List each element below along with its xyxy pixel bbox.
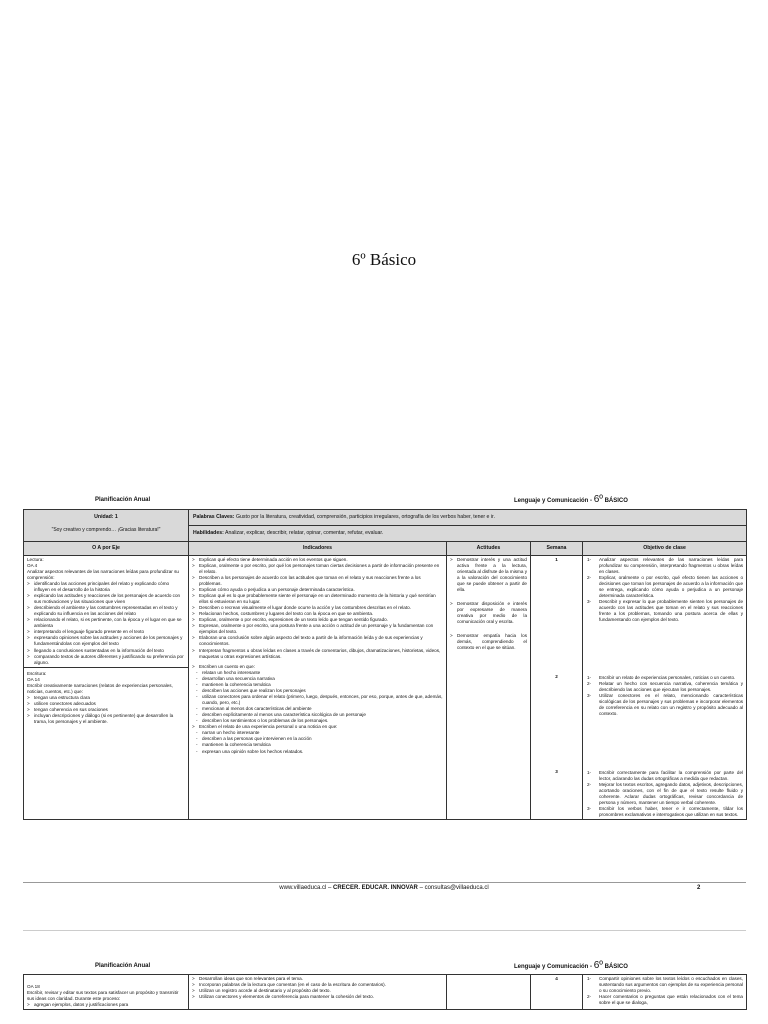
list-item: > agregan ejemplos, datos y justificaciones para bbox=[34, 1002, 185, 1008]
list-item: 1- Compartir opiniones sobre los textos leídos o escuchados en clases, sustentando sus argumentos con ejemplos de su experiencia personal o su conocimiento previo. bbox=[587, 976, 743, 994]
weeks-cell bbox=[531, 555, 583, 820]
list-item: 2- Relatar un hecho con secuencia narrativa, coherencia temática y describiendo las acciones que ejecutan los personajes. bbox=[587, 680, 744, 692]
oa-list bbox=[27, 1002, 185, 1008]
list-item: > identificando las acciones principales del relato y explicando cómo influyen en el desarrollo de la historia bbox=[34, 581, 185, 593]
list-item: > Escriben el relato de una experiencia personal o una noticia en que: bbox=[199, 724, 443, 730]
list-item: 1- Escribir un relato de experiencias personales, noticias o un cuento. bbox=[587, 674, 736, 680]
list-item: > Interpretan fragmentos u obras leídas en clases a través de comentarios, dibujos, dramatizaciones, historietas, videos, maquetas u otras expresiones artísticas. bbox=[199, 648, 443, 660]
page-title: 6º Básico bbox=[351, 250, 417, 269]
indicators-list bbox=[192, 557, 443, 670]
list-item: 1- Analizar aspectos relevantes de las narraciones leídas para profundizar su comprensión, interpretando fragmentos u obras leídas en clases. bbox=[587, 556, 744, 574]
list-item: > Demostrar empatía hacia los demás, comprendiendo el contexto en el que se sitúan. bbox=[457, 633, 527, 651]
list-item: > Utilizan conectores y elementos de correferencia para mantener la cohesión del texto. bbox=[199, 994, 443, 1000]
list-item: > Explican, oralmente o por escrito, por qué los personajes toman ciertas decisiones a partir de información presente en el relato. bbox=[199, 563, 443, 575]
skills-cell bbox=[189, 525, 747, 541]
objectives-cell bbox=[583, 975, 747, 1010]
list-item: > Elaboran una conclusión sobre algún aspecto del texto a partir de la información leída y de sus experiencias y conocimientos. bbox=[199, 635, 443, 647]
list-item: - mantienen la coherencia temática bbox=[202, 742, 443, 748]
list-item: 2- Mejorar los textos escritos, agregando datos, adjetivos, descripciones, acortando oraciones, con el fin de que el texto resulte fluido y coherente. Aclarar dudas ortográficas, revisar concordancia de persona y número, mantener un tiempo verbal coherente. bbox=[587, 781, 744, 805]
list-item: > Incorporan palabras de la lectura que comentan (en el caso de la escritura de comentarios). bbox=[199, 982, 443, 988]
oa-cell bbox=[24, 555, 189, 820]
list-item: 2- Explicar, oralmente o por escrito, qué efecto tienen las acciones o decisiones que toman los personajes de acuerdo a la información que se entrega, explicando cómo ayuda o perjudica a un personaje determinada característica. bbox=[587, 574, 744, 598]
footer-email[interactable]: consultas@villaeduca.cl bbox=[424, 885, 489, 891]
grade-number: 6º bbox=[593, 494, 603, 505]
list-item: > Expresan, oralmente o por escrito, una postura frente a una acción o actitud de un personaje y la fundamentan con ejemplos del texto. bbox=[199, 623, 443, 635]
grade-number: 6º bbox=[593, 960, 603, 971]
week-objectives bbox=[583, 675, 746, 770]
list-item: > Utilizan un registro acorde al destinatario y al propósito del texto. bbox=[199, 988, 443, 994]
oa-reading-block bbox=[24, 556, 188, 668]
list-item: > comparando textos de autores diferentes y justificando su preferencia por alguno. bbox=[34, 654, 185, 666]
list-item: > tengan coherencia en sus oraciones bbox=[34, 707, 185, 713]
footer-text bbox=[0, 885, 768, 891]
attitudes-cell bbox=[447, 975, 531, 1010]
story-list bbox=[192, 670, 443, 725]
list-item: > Demostrar interés y una actitud activa frente a la lectura, orientada al disfrute de la misma y a la valoración del conocimiento que se puede obtener a partir de ella. bbox=[457, 557, 527, 593]
page-footer bbox=[0, 882, 768, 896]
oa-writing-intro: Escribir creativamente narraciones (relatos de experiencias personales, noticias, cuentos, etc.) que: bbox=[27, 682, 173, 694]
oa-writing-title: Escritura: bbox=[27, 670, 47, 676]
attitudes-cell bbox=[447, 555, 531, 820]
list-item: > expresando opiniones sobre las actitudes y acciones de los personajes y fundamentándolas con ejemplos del texto bbox=[34, 635, 185, 647]
list-item: > llegando a conclusiones sustentadas en la información del texto bbox=[34, 648, 185, 654]
list-item: > Demostrar disposición e interés por expresarse de manera creativa por medio de la comunicación oral y escrita. bbox=[457, 601, 527, 625]
keywords-text: Gusto por la literatura, creatividad, comprensión, participios irregulares, ortografía de los verbos haber, tener e ir. bbox=[235, 514, 495, 520]
list-item: > tengan una estructura clara bbox=[34, 695, 185, 701]
unit-cell bbox=[24, 510, 189, 542]
page-break-divider bbox=[23, 930, 746, 931]
list-item: > utilicen conectores adecuados bbox=[34, 701, 185, 707]
col-header-oa: O A por Eje bbox=[24, 541, 189, 555]
planning-table bbox=[23, 509, 747, 820]
indicators-cell bbox=[189, 555, 447, 820]
list-item: > Explican cómo ayuda o perjudica a un personaje determinada característica. bbox=[199, 587, 443, 593]
week-number: 2 bbox=[555, 673, 558, 679]
indicators-list bbox=[192, 976, 443, 1000]
oa-writing-code: OA 14 bbox=[27, 676, 40, 682]
objectives-list bbox=[586, 675, 743, 717]
col-header-indicators: Indicadores bbox=[189, 541, 447, 555]
footer-separator: – bbox=[419, 885, 423, 891]
footer-site[interactable]: www.villaeduca.cl bbox=[279, 885, 327, 891]
list-item: 3- Escribir los verbos haber, tener e ir correctamente, tildar los pronombres exclamativos e interrogativos que utilizan en sus textos. bbox=[587, 805, 744, 818]
list-item: 2- Hacer comentarios o preguntas que están relacionados con el tema sobre el que se dialoga, bbox=[587, 994, 743, 1006]
list-item: - mantienen la coherencia temática bbox=[202, 682, 443, 688]
list-item: > Describen o recrean visualmente el lugar donde ocurre la acción y las costumbres descritas en el relato. bbox=[199, 605, 443, 611]
unit-subtitle: "Soy creativo y comprendo… ¡Gracias literatura!" bbox=[51, 526, 161, 533]
page-number: 2 bbox=[697, 885, 701, 891]
week-objectives bbox=[583, 770, 746, 820]
col-header-objective: Objetivo de clase bbox=[583, 541, 747, 555]
week-number: 3 bbox=[555, 768, 558, 774]
list-item: > Explican qué es lo que probablemente siente el personaje en un determinado momento de la historia y qué sentirían ellos si estuvieran en su lugar. bbox=[199, 593, 443, 605]
list-item: > Explican, oralmente o por escrito, expresiones de un texto leído que tengan sentido figurado. bbox=[199, 617, 443, 623]
week-number: 1 bbox=[555, 556, 558, 562]
list-item: - describen las acciones que realizan los personajes bbox=[202, 688, 443, 694]
oa-reading-intro: Analizar aspectos relevantes de las narraciones leídas para profundizar su comprensión: bbox=[27, 568, 179, 580]
week-objectives bbox=[583, 556, 746, 675]
grade-level: BÁSICO bbox=[604, 498, 628, 504]
plan-header-left: Planificación Anual bbox=[95, 497, 151, 503]
keywords-cell bbox=[189, 510, 747, 526]
planning-table-continued bbox=[23, 974, 747, 1010]
col-header-attitudes: Actitudes bbox=[447, 541, 531, 555]
footer-divider bbox=[23, 882, 746, 883]
attitudes-list bbox=[450, 557, 527, 652]
list-item: 3- Describir y expresar lo que probablemente sienten los personajes de acuerdo con las actitudes que toman en el relato y sus reacciones frente a los problemas, tomando una postura acerca de ellas y fundamentando con ejemplos del texto. bbox=[587, 599, 744, 623]
list-item: > relacionando el relato, si es pertinente, con la época y el lugar en que se ambienta bbox=[34, 617, 185, 629]
oa-code: OA 18 bbox=[27, 984, 40, 989]
list-item: - utilizan conectores para ordenar el relato (primero, luego, después, entonces, por eso, porque, antes de que, además, cuando, pero, etc.) bbox=[202, 694, 443, 706]
footer-separator: – bbox=[327, 885, 332, 891]
col-header-week: Semana bbox=[531, 541, 583, 555]
list-item: > incluyan descripciones y diálogo (si es pertinente) que desarrollen la trama, los personajes y el ambiente. bbox=[34, 713, 185, 725]
list-item: > interpretando el lenguaje figurado presente en el texto bbox=[34, 629, 185, 635]
list-item: 1- Escribir correctamente para facilitar la comprensión por parte del lector, aclarando las dudas ortográficas a medida que redactan. bbox=[587, 769, 744, 781]
plan-header-right bbox=[514, 960, 628, 971]
indicators-cell bbox=[189, 975, 447, 1010]
plan-header-right bbox=[514, 494, 628, 505]
skills-text: Analizar, explicar, describir, relatar, opinar, comentar, refutar, evaluar. bbox=[225, 529, 384, 536]
skills-label: Habilidades: bbox=[193, 529, 224, 536]
oa-reading-title: Lectura: bbox=[27, 556, 44, 562]
list-item: > describiendo el ambiente y las costumbres representadas en el texto y explicando su influencia en las acciones del relato bbox=[34, 605, 185, 617]
list-item: > Desarrollan ideas que son relevantes para el tema. bbox=[199, 976, 443, 982]
list-item: - describen a las personas que intervienen en la acción bbox=[202, 736, 443, 742]
objectives-cell bbox=[583, 555, 747, 820]
keywords-label: Palabras Claves: bbox=[193, 514, 235, 520]
list-item: - relatan un hecho interesante bbox=[202, 670, 443, 676]
list-item: > Escriben un cuento en que: bbox=[199, 664, 443, 670]
plan-header-left: Planificación Anual bbox=[95, 963, 151, 969]
list-item: - describen los sentimientos o los problemas de los personajes. bbox=[202, 718, 443, 724]
list-item: - mencionan al menos dos características del ambiente bbox=[202, 706, 443, 712]
list-item: 3- Utilizar conectores en el relato, mencionando características sicológicas de los personajes y sus problemas e incorporar elementos de correferencia en su relato con un registro y propósito adecuado al contexto. bbox=[587, 692, 744, 716]
grade-level: BÁSICO bbox=[604, 964, 628, 970]
list-item: - expresan una opinión sobre los hechos relatados. bbox=[202, 749, 443, 755]
objectives-list bbox=[586, 770, 743, 819]
list-item: - desarrollan una secuencia narrativa bbox=[202, 676, 443, 682]
oa-cell bbox=[24, 975, 189, 1010]
list-item: > Explican qué efecto tiene determinada acción en los eventos que siguen. bbox=[199, 557, 443, 563]
oa-writing-block bbox=[24, 668, 188, 727]
subject-label: Lenguaje y Comunicación - bbox=[514, 498, 593, 504]
experience-list bbox=[192, 730, 443, 754]
objectives-list bbox=[586, 557, 743, 624]
list-item: - narran un hecho interesante bbox=[202, 730, 443, 736]
list-item: > Relacionan hechos, costumbres y lugares del texto con la época en que se ambienta. bbox=[199, 611, 443, 617]
unit-title: Unidad: 1 bbox=[94, 514, 118, 520]
oa-text: Escribir, revisar y editar sus textos para satisfacer un propósito y transmitir sus ideas con claridad. Durante este proceso: bbox=[27, 990, 179, 1002]
subject-label: Lenguaje y Comunicación - bbox=[514, 964, 593, 970]
oa-reading-code: OA 4 bbox=[27, 562, 38, 568]
oa-reading-list bbox=[27, 581, 185, 666]
oa-writing-list bbox=[27, 695, 185, 725]
list-item: > Describen a los personajes de acuerdo con las actitudes que toman en el relato y sus reacciones frente a los problemas. bbox=[199, 575, 443, 587]
objectives-list bbox=[586, 976, 743, 1006]
week-number: 4 bbox=[531, 975, 583, 1010]
list-item: > explicando las actitudes y reacciones de los personajes de acuerdo con sus motivaciones y las situaciones que viven bbox=[34, 593, 185, 605]
footer-slogan: CRECER. EDUCAR. INNOVAR bbox=[333, 885, 418, 891]
list-item: - describen explícitamente al menos una característica sicológica de un personaje bbox=[202, 712, 443, 718]
